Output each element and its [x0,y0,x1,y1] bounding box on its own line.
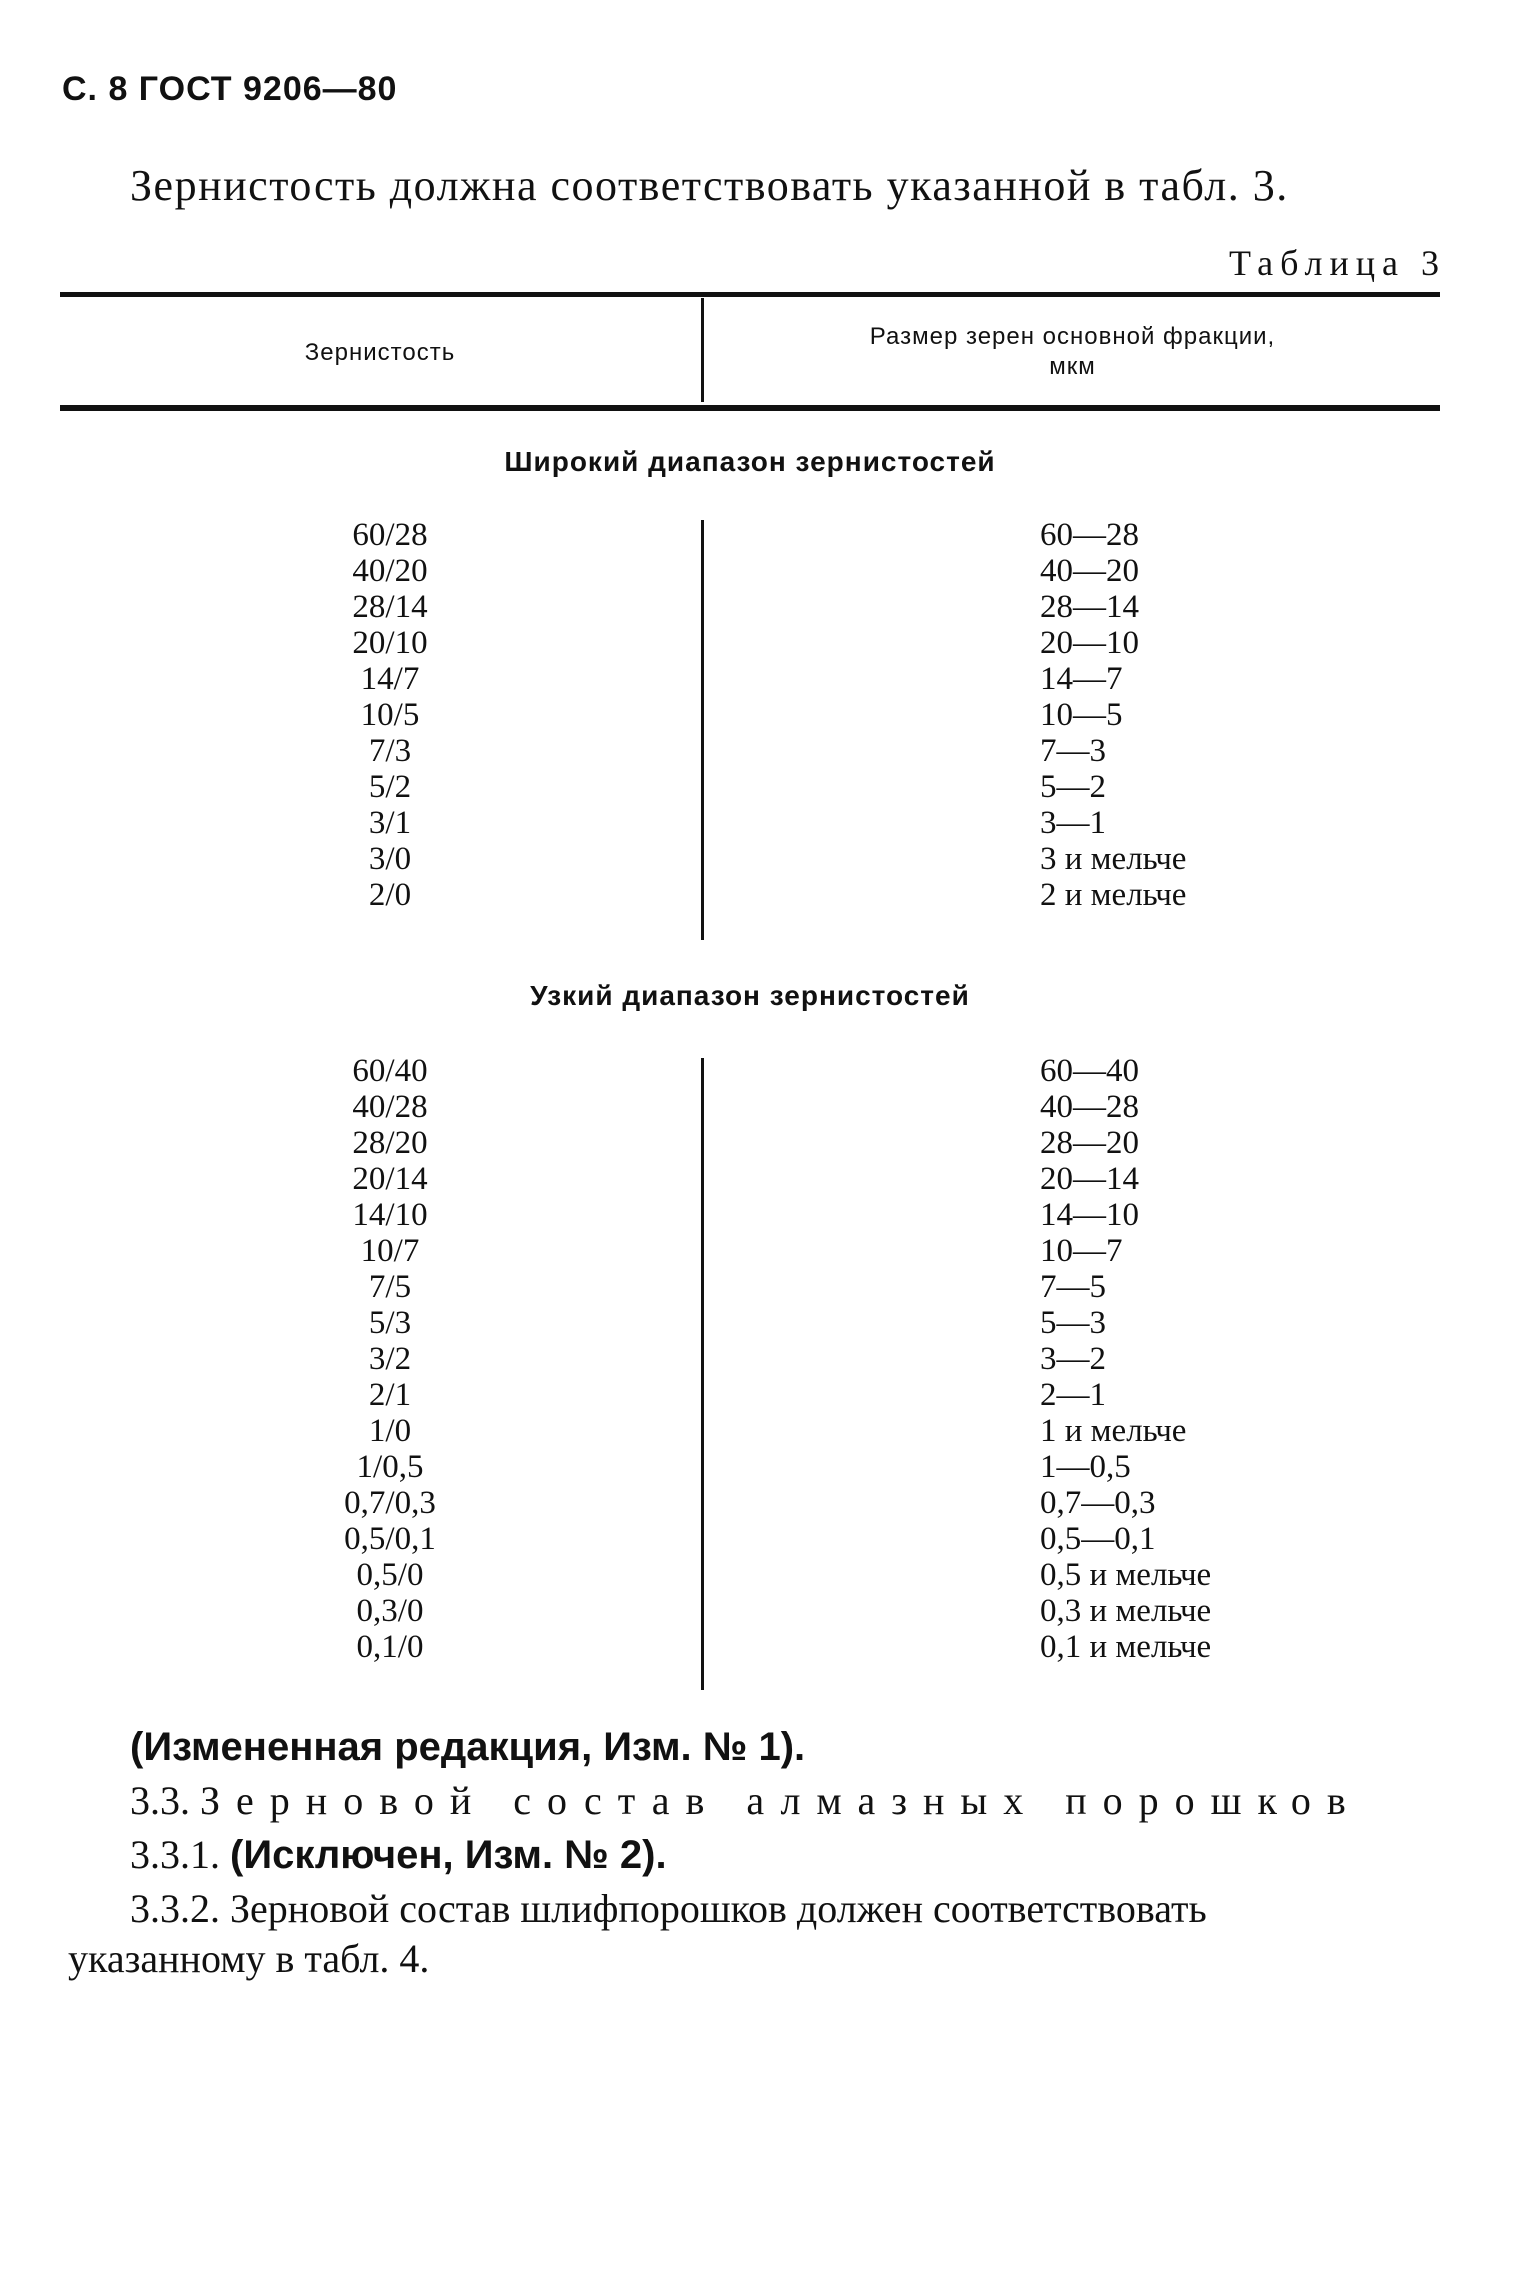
table-cell-grain: 60/40 [352,1053,428,1089]
table-cell-grain: 10/5 [360,697,420,733]
narrow-size-column [1040,1053,1340,1665]
table-cell-grain: 40/20 [352,553,428,589]
column-header-grain: Зернистость [304,339,456,366]
table-cell-grain: 2/1 [368,1377,412,1413]
table-cell-grain: 5/3 [368,1305,412,1341]
table-cell-grain: 28/14 [352,589,428,625]
section-3-3-number: 3.3. [130,1778,190,1823]
table-cell-size: 0,3 и мельче [1040,1593,1212,1629]
table-cell-grain: 3/0 [368,841,412,877]
table-cell-grain: 14/7 [360,661,420,697]
table-cell-size: 10—5 [1040,697,1123,733]
table-cell-grain: 3/1 [368,805,412,841]
table-header-rule [60,405,1440,411]
table-cell-size: 0,5 и мельче [1040,1557,1212,1593]
table-cell-grain: 0,5/0 [356,1557,424,1593]
intro-text: Зернистость должна соответствовать указанной в табл. 3. [130,161,1289,210]
table-cell-grain: 20/14 [352,1161,428,1197]
section-3-3-title: Зерновой состав алмазных порошков [200,1778,1362,1823]
table-cell-size: 10—7 [1040,1233,1123,1269]
section-3-3-2-line2: указанному в табл. 4. [68,1936,430,1981]
table-cell-size: 14—7 [1040,661,1123,697]
table-cell-size: 7—3 [1040,733,1106,769]
table-cell-grain: 20/10 [352,625,428,661]
table-cell-grain: 40/28 [352,1089,428,1125]
page-header: С. 8 ГОСТ 9206—80 [62,70,398,108]
table-cell-size: 3—2 [1040,1341,1106,1377]
table-cell-grain: 5/2 [368,769,412,805]
table-cell-grain: 1/0 [368,1413,412,1449]
section-3-3-2-line1: 3.3.2. Зерновой состав шлифпорошков должен соответствовать [130,1886,1207,1931]
narrow-grain-column [290,1053,490,1665]
table-cell-size: 2 и мельче [1040,877,1187,913]
table-cell-grain: 0,5/0,1 [344,1521,436,1557]
table-cell-size: 0,7—0,3 [1040,1485,1156,1521]
table-cell-grain: 3/2 [368,1341,412,1377]
table-cell-size: 60—40 [1040,1053,1139,1089]
table-cell-grain: 2/0 [368,877,412,913]
wide-size-column [1040,517,1340,913]
table-cell-size: 28—20 [1040,1125,1139,1161]
section-3-3 [130,1776,1362,1826]
table-cell-size: 2—1 [1040,1377,1106,1413]
table-cell-size: 5—3 [1040,1305,1106,1341]
table-cell-size: 28—14 [1040,589,1139,625]
section-3-3-1-number: 3.3.1. [130,1832,220,1877]
narrow-column-divider [701,1058,704,1690]
table-cell-size: 0,5—0,1 [1040,1521,1156,1557]
table-cell-size: 7—5 [1040,1269,1106,1305]
table-cell-size: 1 и мельче [1040,1413,1187,1449]
column-header-size-line1: Размер зерен основной фракции, [869,323,1276,350]
section-3-3-1-text: (Исключен, Изм. № 2). [230,1833,667,1877]
amendment-note: (Измененная редакция, Изм. № 1). [130,1725,806,1769]
table-cell-grain: 0,3/0 [356,1593,424,1629]
table-cell-size: 5—2 [1040,769,1106,805]
table-cell-size: 3 и мельче [1040,841,1187,877]
header-column-divider [701,298,704,402]
table-cell-grain: 0,1/0 [356,1629,424,1665]
section-title-narrow: Узкий диапазон зернистостей [530,980,970,1011]
table-cell-grain: 10/7 [360,1233,420,1269]
table-cell-grain: 1/0,5 [356,1449,424,1485]
table-cell-grain: 7/3 [368,733,412,769]
table-cell-grain: 14/10 [352,1197,428,1233]
wide-grain-column [290,517,490,913]
table-cell-size: 3—1 [1040,805,1106,841]
column-header-size-unit: мкм [1049,353,1096,380]
table-cell-grain: 0,7/0,3 [344,1485,436,1521]
table-cell-size: 20—14 [1040,1161,1139,1197]
table-top-rule [60,292,1440,297]
table-cell-grain: 28/20 [352,1125,428,1161]
table-caption: Таблица 3 [1229,243,1446,283]
section-3-3-1 [130,1830,667,1880]
table-cell-size: 14—10 [1040,1197,1139,1233]
table-cell-size: 40—20 [1040,553,1139,589]
table-cell-size: 60—28 [1040,517,1139,553]
table-cell-size: 20—10 [1040,625,1139,661]
table-cell-size: 0,1 и мельче [1040,1629,1212,1665]
column-header-size [705,322,1440,382]
table-cell-grain: 60/28 [352,517,428,553]
wide-column-divider [701,520,704,940]
section-title-wide: Широкий диапазон зернистостей [504,446,996,477]
table-cell-size: 1—0,5 [1040,1449,1131,1485]
table-cell-size: 40—28 [1040,1089,1139,1125]
table-cell-grain: 7/5 [368,1269,412,1305]
